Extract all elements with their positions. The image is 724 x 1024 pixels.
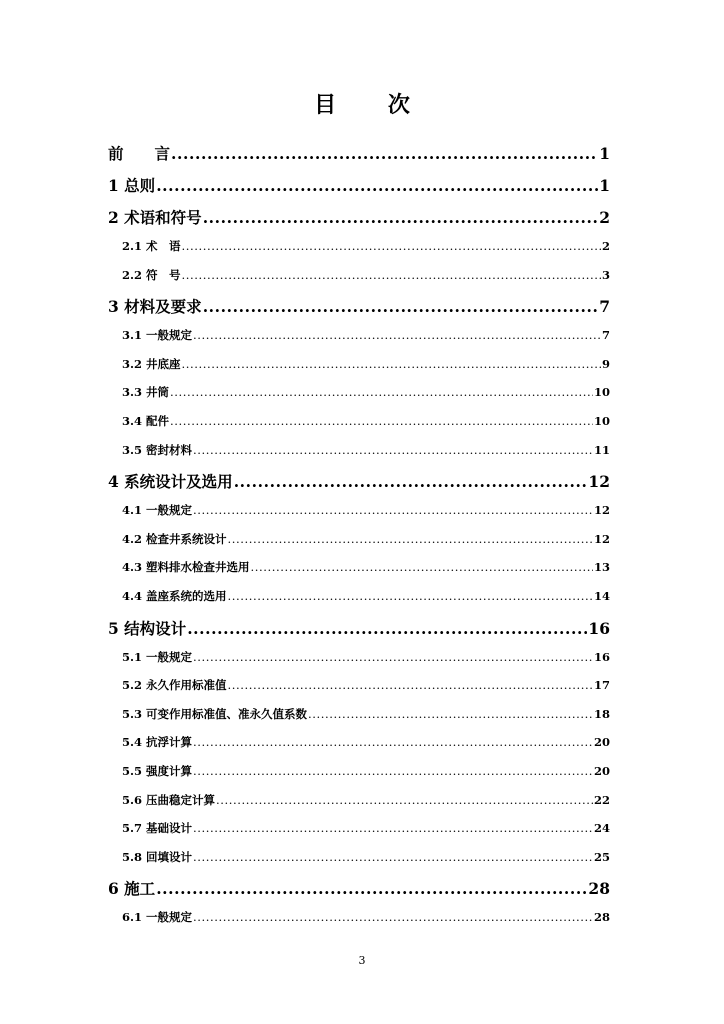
toc-entry-page: 24	[593, 821, 610, 836]
toc-entry-page: 12	[593, 531, 610, 546]
toc-entry-page: 14	[593, 588, 610, 603]
toc-dot-leader	[156, 176, 598, 195]
toc-entry-page: 17	[593, 678, 610, 693]
page-number: 3	[358, 954, 366, 967]
toc-entry-page: 12	[588, 472, 610, 492]
toc-dot-leader	[193, 821, 593, 835]
toc-section-entry[interactable]	[108, 531, 610, 560]
toc-entry-page: 1	[599, 144, 610, 163]
toc-dot-leader	[193, 910, 593, 924]
toc-entry-page: 20	[593, 735, 610, 750]
toc-dot-leader	[182, 268, 601, 282]
toc-entry-label: 4.3 塑料排水检查井选用	[122, 560, 250, 575]
toc-section-entry[interactable]	[108, 267, 610, 296]
toc-entry-page: 3	[601, 267, 610, 282]
toc-dot-leader	[156, 879, 587, 898]
toc-section-entry[interactable]	[108, 559, 610, 588]
toc-chapter-entry[interactable]	[108, 470, 610, 502]
toc-entry-label: 5.1 一般规定	[122, 649, 193, 664]
toc-entry-page: 11	[593, 442, 610, 457]
toc-section-entry[interactable]	[108, 706, 610, 735]
toc-dot-leader	[228, 532, 593, 546]
toc-section-entry[interactable]	[108, 792, 610, 821]
toc-section-entry[interactable]	[108, 238, 610, 267]
toc-entry-label: 3.1 一般规定	[122, 328, 193, 343]
toc-chapter-entry[interactable]	[108, 206, 610, 238]
toc-entry-page: 28	[593, 910, 610, 925]
toc-entry-label: 4 系统设计及选用	[108, 472, 233, 492]
toc-entry-label: 5.8 回填设计	[122, 849, 193, 864]
toc-entry-page: 18	[593, 706, 610, 721]
toc-entry-page: 2	[599, 208, 610, 227]
toc-entry-page: 9	[601, 356, 610, 371]
toc-dot-leader	[170, 414, 593, 428]
toc-entry-page: 25	[593, 849, 610, 864]
toc-section-entry[interactable]	[108, 649, 610, 678]
toc-entry-label: 5 结构设计	[108, 618, 187, 638]
toc-entry-page: 7	[599, 297, 610, 317]
toc-chapter-entry[interactable]	[108, 617, 610, 649]
toc-dot-leader	[193, 328, 601, 342]
toc-dot-leader	[193, 735, 593, 749]
toc-entry-page: 20	[593, 763, 610, 778]
toc-entry-page: 1	[599, 176, 610, 195]
toc-dot-leader	[203, 208, 599, 227]
toc-entry-label: 2 术语和符号	[108, 208, 202, 227]
toc-chapter-entry[interactable]	[108, 877, 610, 909]
toc-entry-page: 28	[588, 879, 610, 899]
toc-entry-label: 4.4 盖座系统的选用	[122, 588, 227, 603]
toc-entry-page: 16	[593, 649, 610, 664]
toc-entry-page: 2	[601, 239, 610, 253]
toc-section-entry[interactable]	[108, 356, 610, 385]
toc-entry-label: 5.2 永久作用标准值	[122, 678, 227, 693]
toc-entry-label: 3.5 密封材料	[122, 442, 193, 457]
toc-entry-label: 前 言	[108, 144, 171, 163]
toc-chapter-entry[interactable]	[108, 295, 610, 327]
toc-dot-leader	[228, 678, 593, 692]
toc-section-entry[interactable]	[108, 384, 610, 413]
toc-section-entry[interactable]	[108, 442, 610, 471]
toc-dot-leader	[234, 472, 588, 491]
toc-section-entry[interactable]	[108, 820, 610, 849]
toc-dot-leader	[216, 793, 593, 807]
toc-dot-leader	[193, 850, 593, 864]
toc-section-entry[interactable]	[108, 502, 610, 531]
toc-dot-leader	[170, 385, 593, 399]
toc-dot-leader	[187, 619, 587, 638]
toc-entry-page: 12	[593, 503, 610, 518]
toc-section-entry[interactable]	[108, 909, 610, 938]
toc-chapter-entry[interactable]	[108, 142, 610, 174]
toc-section-entry[interactable]	[108, 413, 610, 442]
toc-entry-label: 3 材料及要求	[108, 297, 202, 317]
toc-dot-leader	[308, 707, 593, 721]
toc-entry-label: 3.4 配件	[122, 413, 170, 428]
toc-dot-leader	[193, 764, 593, 778]
page-title: 目 次	[314, 92, 432, 118]
toc-entry-label: 5.3 可变作用标准值、准永久值系数	[122, 706, 308, 721]
toc-dot-leader	[193, 503, 593, 517]
toc-entry-label: 6.1 一般规定	[122, 910, 193, 925]
toc-section-entry[interactable]	[108, 677, 610, 706]
toc-entry-page: 10	[593, 413, 610, 428]
toc-dot-leader	[228, 589, 593, 603]
toc-entry-label: 2.2 符 号	[122, 267, 181, 282]
toc-section-entry[interactable]	[108, 763, 610, 792]
toc-entry-label: 3.3 井筒	[122, 385, 170, 400]
toc-entry-label: 5.5 强度计算	[122, 763, 193, 778]
toc-entry-label: 6 施工	[108, 879, 156, 899]
toc-entry-page: 7	[601, 328, 610, 343]
toc-section-entry[interactable]	[108, 588, 610, 617]
toc-entry-page: 10	[593, 385, 610, 400]
toc-section-entry[interactable]	[108, 327, 610, 356]
toc-dot-leader	[251, 560, 593, 574]
toc-section-entry[interactable]	[108, 849, 610, 878]
toc-dot-leader	[182, 357, 601, 371]
toc-entry-label: 5.4 抗浮计算	[122, 735, 193, 750]
toc-dot-leader	[203, 297, 599, 316]
toc-dot-leader	[193, 443, 593, 457]
toc-entry-label: 2.1 术 语	[122, 239, 181, 253]
toc-entry-label: 4.2 检查井系统设计	[122, 531, 227, 546]
toc-entry-page: 16	[588, 618, 610, 638]
toc-dot-leader	[182, 239, 601, 253]
toc-entry-label: 1 总则	[108, 176, 156, 195]
toc-entry-page: 22	[593, 792, 610, 807]
toc-entry-label: 5.6 压曲稳定计算	[122, 792, 216, 807]
toc-dot-leader	[193, 650, 593, 664]
toc-dot-leader	[171, 144, 598, 163]
table-of-contents	[108, 142, 610, 938]
toc-chapter-entry[interactable]	[108, 174, 610, 206]
toc-entry-page: 13	[593, 560, 610, 575]
toc-entry-label: 5.7 基础设计	[122, 821, 193, 836]
toc-entry-label: 3.2 井底座	[122, 356, 181, 371]
toc-entry-label: 4.1 一般规定	[122, 503, 193, 518]
toc-section-entry[interactable]	[108, 734, 610, 763]
